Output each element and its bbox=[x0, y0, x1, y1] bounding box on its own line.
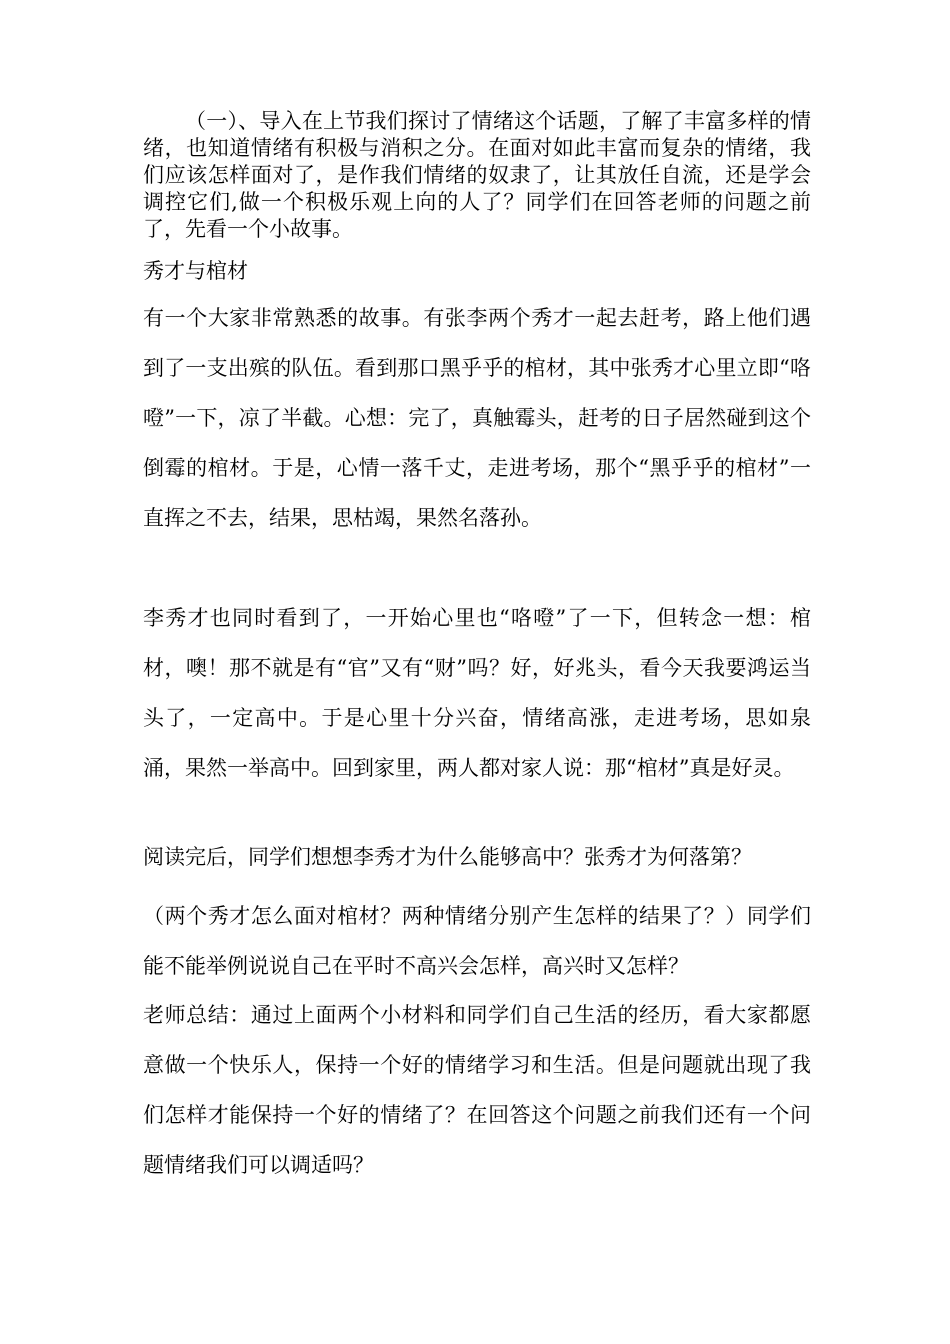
discussion-question: （两个秀才怎么面对棺材？两种情绪分别产生怎样的结果了？）同学们能不能举例说说自己在平时不高兴会怎样，高兴时又怎样？ bbox=[143, 904, 811, 978]
reading-question: 阅读完后，同学们想想李秀才为什么能够高中？张秀才为何落第？ bbox=[143, 845, 752, 869]
story-title: 秀才与棺材 bbox=[143, 259, 248, 283]
story-paragraph-zhang: 有一个大家非常熟悉的故事。有张李两个秀才一起去赶考，路上他们遇到了一支出殡的队伍。看到那口黑乎乎的棺材，其中张秀才心里立即“咯噔”一下，凉了半截。心想：完了，真触霉头，赶考的日子居然碰到这个倒霉的棺材。于是，心情一落千丈，走进考场，那个“黑乎乎的棺材”一直挥之不去，结果，思枯竭，果然名落孙。 bbox=[143, 306, 811, 530]
teacher-summary: 老师总结：通过上面两个小材料和同学们自己生活的经历，看大家都愿意做一个快乐人，保持一个好的情绪学习和生活。但是问题就出现了我们怎样才能保持一个好的情绪了？在回答这个问题之前我们还有一个问题情绪我们可以调适吗？ bbox=[143, 1003, 811, 1177]
intro-paragraph: （一）、导入在上节我们探讨了情绪这个话题，了解了丰富多样的情绪，也知道情绪有积极与消积之分。在面对如此丰富而复杂的情绪，我们应该怎样面对了，是作我们情绪的奴隶了，让其放任自流，还是学会调控它们,做一个积极乐观上向的人了？同学们在回答老师的问题之前了，先看一个小故事。 bbox=[143, 109, 811, 241]
story-paragraph-li: 李秀才也同时看到了，一开始心里也“咯噔”了一下，但转念一想：棺材，噢！那不就是有“官”又有“财”吗？好，好兆头，看今天我要鸿运当头了，一定高中。于是心里十分兴奋，情绪高涨，走进考场，思如泉涌，果然一举高中。回到家里，两人都对家人说：那“棺材”真是好灵。 bbox=[143, 606, 811, 780]
